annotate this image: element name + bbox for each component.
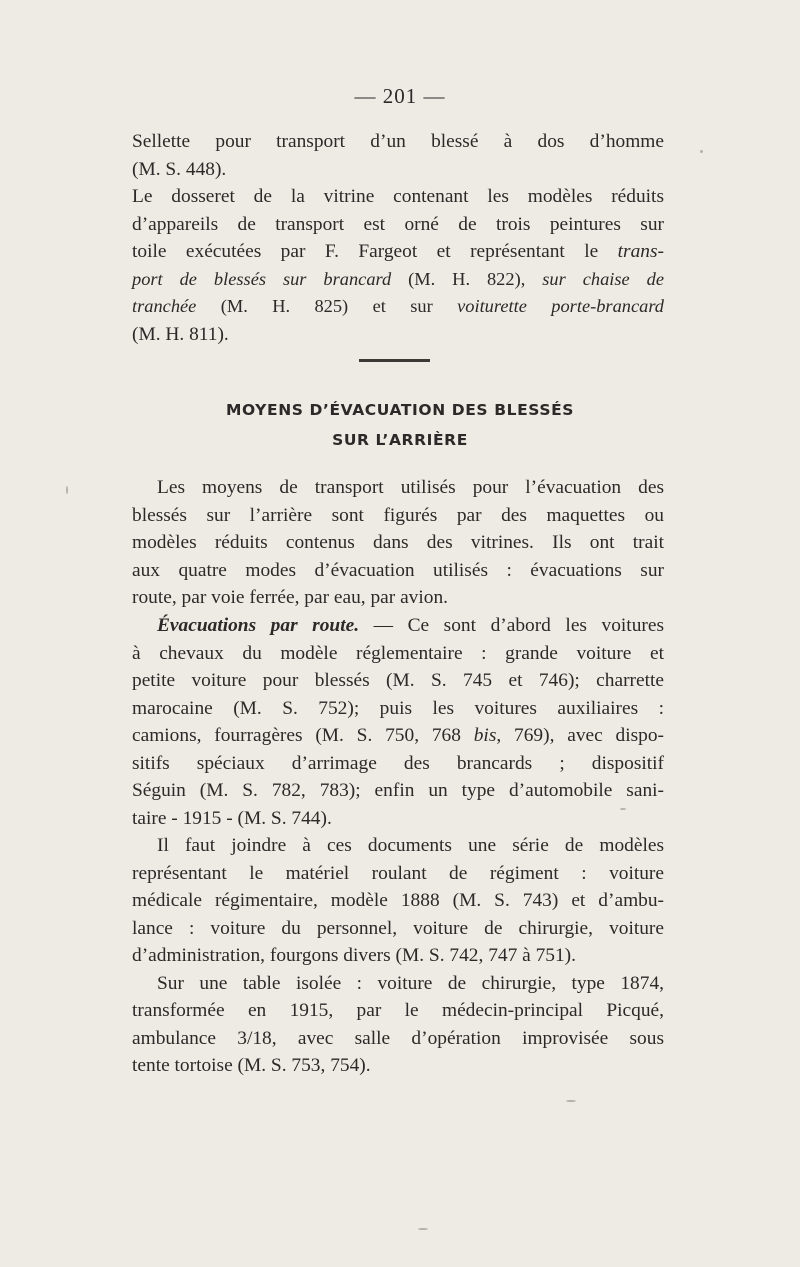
italic-run: sur chaise de (542, 268, 664, 289)
text-line (132, 612, 664, 640)
page-number: — 201 — (354, 84, 446, 108)
italic-run: port de blessés sur brancard (132, 268, 392, 289)
text-line: Les moyens de transport utilisés pour l’évacuation des (157, 477, 664, 498)
intro-text (132, 128, 664, 348)
paper-speck (700, 150, 703, 153)
paper-speck (418, 1228, 428, 1230)
text-line: représentant le matériel roulant de régiment : voiture (132, 862, 664, 884)
text-line: aux quatre modes d’évacuation utilisés : évacuations sur (132, 559, 664, 581)
text-line: d’appareils de transport est orné de trois peintures sur (132, 213, 664, 235)
text-line: tente tortoise (M. S. 753, 754). (132, 1055, 371, 1076)
text-line: blessés sur l’arrière sont figurés par des maquettes ou (132, 504, 664, 526)
text-line: (M. H. 811). (132, 323, 229, 345)
text-line: Séguin (M. S. 782, 783); enfin un type d’automobile sani- (132, 780, 664, 801)
section-2-paragraph-1 (132, 612, 664, 832)
text-line: taire - 1915 - (M. S. 744). (132, 807, 332, 829)
text-run: (M. H. 825) et sur (196, 296, 458, 316)
text-line: marocaine (M. S. 752); puis les voitures auxiliaires : (132, 697, 664, 719)
section-2-paragraph-2 (132, 832, 664, 970)
section-divider (359, 359, 430, 362)
text-line: Sur une table isolée : voiture de chirurgie, type 1874, (157, 972, 664, 994)
text-run: camions, fourragères (M. S. 750, 768 (132, 725, 474, 746)
text-line: Il faut joindre à ces documents une série de modèles (157, 835, 664, 856)
text-line: Le dosseret de la vitrine contenant les modèles réduits (132, 186, 664, 207)
italic-run: trans- (617, 241, 664, 262)
text-run: (M. H. 822), (391, 268, 543, 289)
text-line: Sellette pour transport d’un blessé à dos d’homme (132, 131, 664, 152)
text-line (132, 238, 664, 266)
intro-paragraph-2 (132, 183, 664, 348)
section-1-paragraph (132, 474, 664, 612)
text-line: sitifs spéciaux d’arrimage des brancards ; dispositif (132, 752, 664, 774)
text-line: modèles réduits contenus dans des vitrines. Ils ont trait (132, 532, 664, 553)
subsection-title: Évacuations par route. (157, 615, 360, 636)
paper-speck (66, 486, 68, 494)
text-line: d’administration, fourgons divers (M. S. 742, 747 à 751). (132, 945, 576, 966)
text-run: , 769), avec dispo- (496, 725, 664, 746)
text-line: lance : voiture du personnel, voiture de chirurgie, voiture (132, 917, 664, 939)
text-line: route, par voie ferrée, par eau, par avion. (132, 587, 449, 608)
text-line: transformée en 1915, par le médecin-principal Picqué, (132, 1000, 664, 1021)
italic-run: bis (473, 725, 497, 746)
section-heading (0, 395, 800, 455)
paper-speck (566, 1100, 576, 1102)
heading-line-2: SUR L’ARRIÈRE (332, 431, 468, 449)
text-line: (M. S. 448). (132, 158, 227, 180)
text-run: — Ce sont d’abord les voitures (359, 615, 665, 636)
text-line (132, 293, 664, 321)
text-run: toile exécutées par F. Fargeot et représentant le (132, 241, 618, 262)
paper-speck (620, 808, 626, 810)
heading-line-1: MOYENS D’ÉVACUATION DES BLESSÉS (225, 401, 575, 419)
intro-paragraph-1 (132, 128, 664, 183)
italic-run: voiturette porte-brancard (457, 296, 665, 316)
text-line: ambulance 3/18, avec salle d’opération improvisée sous (132, 1027, 664, 1049)
section-2-paragraph-3 (132, 970, 664, 1080)
italic-run: tranchée (132, 296, 197, 316)
text-line (132, 266, 664, 294)
text-line: médicale régimentaire, modèle 1888 (M. S. 743) et d’ambu- (132, 890, 664, 911)
text-line: à chevaux du modèle réglementaire : grande voiture et (132, 642, 664, 664)
section-2-text (132, 612, 664, 1080)
text-line: petite voiture pour blessés (M. S. 745 et 746); charrette (132, 670, 664, 691)
text-line (132, 722, 664, 750)
